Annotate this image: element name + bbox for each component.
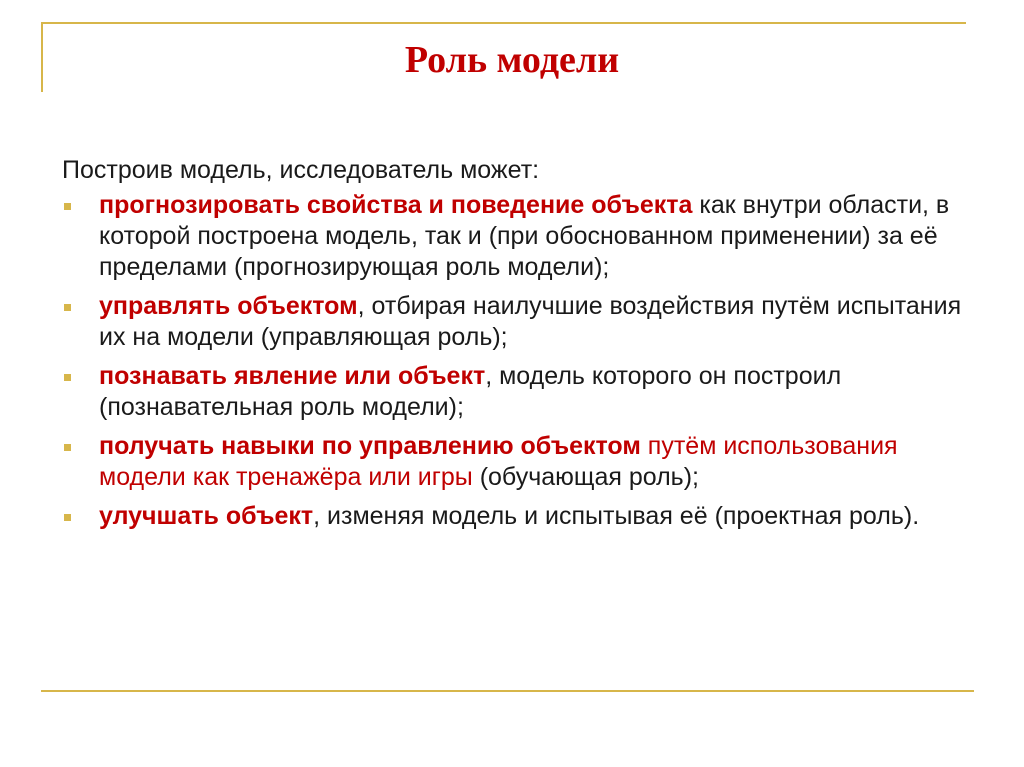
square-bullet-icon: [64, 444, 71, 451]
item-highlight: прогнозировать свойства и поведение объекта: [99, 191, 693, 219]
bullet-list: [62, 190, 962, 532]
intro-text: Построив модель, исследователь может:: [62, 156, 540, 184]
square-bullet-icon: [64, 374, 71, 381]
list-item: [62, 291, 962, 353]
item-highlight: получать навыки по управлению объектом: [99, 432, 641, 460]
item-text: (обучающая роль);: [472, 463, 699, 491]
item-highlight: улучшать объект: [99, 502, 314, 530]
list-item: [62, 361, 962, 423]
square-bullet-icon: [64, 304, 71, 311]
square-bullet-icon: [64, 514, 71, 521]
item-text: как внутри области, в которой построена модель, так и (при обоснованном применении) за её пределами (прогнозирующая роль модели);: [99, 191, 950, 281]
item-text: , модель которого он построил (познавательная роль модели);: [99, 362, 842, 421]
item-highlight: управлять объектом: [99, 292, 358, 320]
item-text: , отбирая наилучшие воздействия путём испытания их на модели (управляющая роль);: [99, 292, 962, 351]
list-item: [62, 431, 962, 493]
list-item: [62, 501, 962, 532]
list-item: [62, 190, 962, 283]
item-text: , изменяя модель и испытывая её (проектная роль).: [313, 502, 920, 530]
slide-title: Роль модели: [404, 39, 620, 81]
item-highlight: познавать явление или объект: [99, 362, 486, 390]
frame-bottom-line: [41, 690, 974, 692]
item-highlight-regular: путём использования модели как тренажёра или игры: [99, 432, 898, 491]
square-bullet-icon: [64, 203, 71, 210]
frame-top-line: [41, 22, 966, 24]
